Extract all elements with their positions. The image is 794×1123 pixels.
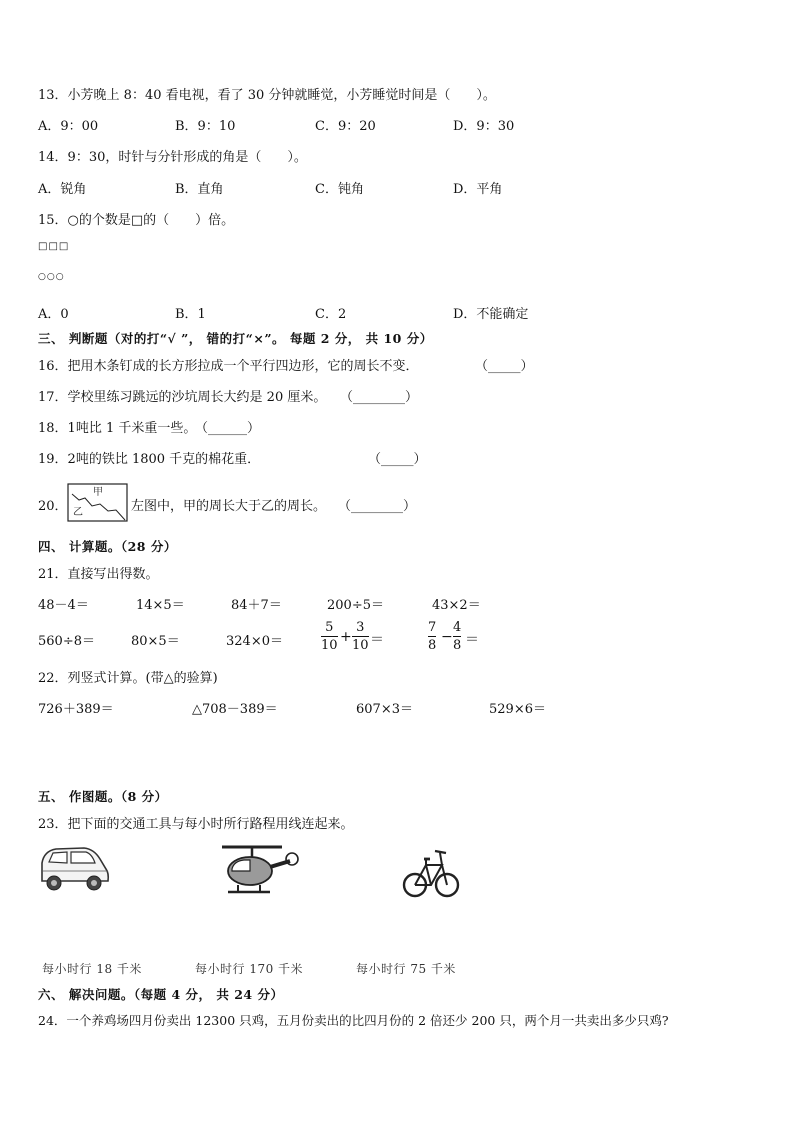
q21-minus-sign: − [441,629,453,645]
question-20-stem: 左图中，甲的周长大于乙的周长。 [131,499,327,514]
question-14-stem: 14．9：30，时针与分针形成的角是（ ）。 [38,150,307,165]
question-21-stem: 21．直接写出得数。 [38,567,159,582]
q21-fraction-c [428,620,436,653]
q21-plus-sign: + [340,629,352,645]
q15-option-c: C．2 [315,307,347,322]
q14-option-a: A．锐角 [38,182,87,197]
q13-option-b: B．9：10 [175,119,236,134]
question-24-stem: 24．一个养鸡场四月份卖出 12300 只鸡，五月份卖出的比四月份的 2 倍还少 200 只，两个月一共卖出多少只鸡? [38,1013,669,1028]
q13-option-c: C．9：20 [315,119,376,134]
question-16-stem: 16．把用木条钉成的长方形拉成一个平行四边形，它的周长不变． [38,359,419,374]
fraction-denominator: 10 [321,638,338,653]
q18-answer-bracket[interactable]: （______） [195,421,261,436]
q17-answer-bracket[interactable]: （________） [340,390,419,405]
q15-option-a: A．0 [38,307,69,322]
q20-answer-bracket[interactable]: （________） [338,499,417,514]
question-13-stem: 13．小芳晚上 8：40 看电视，看了 30 分钟就睡觉，小芳睡觉时间是（ ）。 [38,88,496,103]
q21-expr-2: 14×5＝ [136,598,185,613]
bicycle-image [402,839,460,903]
fraction-numerator: 7 [428,620,437,635]
fraction-numerator: 5 [325,620,334,635]
q21-expr-6: 560÷8＝ [38,634,95,649]
q21-fraction-a [321,620,338,653]
fraction-numerator: 3 [356,620,365,635]
q14-option-b: B．直角 [175,182,224,197]
q22-expr-1: 726＋389＝ [38,702,114,717]
question-17-stem: 17．学校里练习跳远的沙坑周长大约是 20 厘米。 [38,390,327,405]
fraction-denominator: 10 [352,638,369,653]
q21-expr-8: 324×0＝ [226,634,283,649]
q20-label-yi: 乙 [73,507,83,518]
fraction-numerator: 4 [453,620,462,635]
q14-option-d: D．平角 [453,182,503,197]
question-20-number: 20． [38,499,68,514]
q13-option-a: A．9：00 [38,119,99,134]
question-18-stem: 18．1吨比 1 千米重一些。 [38,421,197,436]
question-15-stem: 15．○的个数是□的（ ）倍。 [38,213,235,228]
q20-label-jia: 甲 [93,487,103,498]
q20-rectangle-figure [67,483,129,523]
q19-answer-bracket[interactable]: （_____） [368,452,427,467]
fraction-denominator: 8 [453,638,462,653]
q21-expr-3: 84＋7＝ [231,598,282,613]
q22-expr-2: △708－389＝ [192,702,278,717]
speed-label-75: 每小时行 75 千米 [356,962,456,976]
section-6-title: 六、 解决问题。（每题 4 分， 共 24 分） [38,987,284,1002]
q21-equals-sign-2: ＝ [465,632,479,648]
section-3-title: 三、 判断题（对的打“√ ”， 错的打“×”。 每题 2 分， 共 10 分） [38,331,433,346]
helicopter-image [216,841,302,901]
q14-option-c: C．钝角 [315,182,364,197]
question-19-stem: 19．2吨的铁比 1800 千克的棉花重． [38,452,261,467]
q21-fraction-b [352,620,369,653]
car-image [36,843,112,895]
q21-fraction-d [453,620,461,653]
q22-expr-3: 607×3＝ [356,702,413,717]
speed-label-18: 每小时行 18 千米 [42,962,142,976]
speed-label-170: 每小时行 170 千米 [195,962,304,976]
q21-expr-5: 43×2＝ [432,598,481,613]
q15-squares: □□□ [38,241,70,252]
q13-option-d: D．9：30 [453,119,515,134]
question-22-stem: 22．列竖式计算。(带△的验算) [38,671,218,686]
q21-equals-sign: ＝ [370,632,384,648]
q22-expr-4: 529×6＝ [489,702,546,717]
q21-expr-7: 80×5＝ [131,634,180,649]
q15-option-b: B．1 [175,307,206,322]
q21-expr-1: 48－4＝ [38,598,89,613]
q15-circles: ○○○ [38,272,65,282]
section-4-title: 四、 计算题。（28 分） [38,539,177,554]
section-5-title: 五、 作图题。（8 分） [38,789,168,804]
q16-answer-bracket[interactable]: （_____） [475,359,534,374]
fraction-denominator: 8 [428,638,437,653]
question-23-stem: 23．把下面的交通工具与每小时所行路程用线连起来。 [38,817,354,832]
q15-option-d: D．不能确定 [453,307,529,322]
q21-expr-4: 200÷5＝ [327,598,384,613]
